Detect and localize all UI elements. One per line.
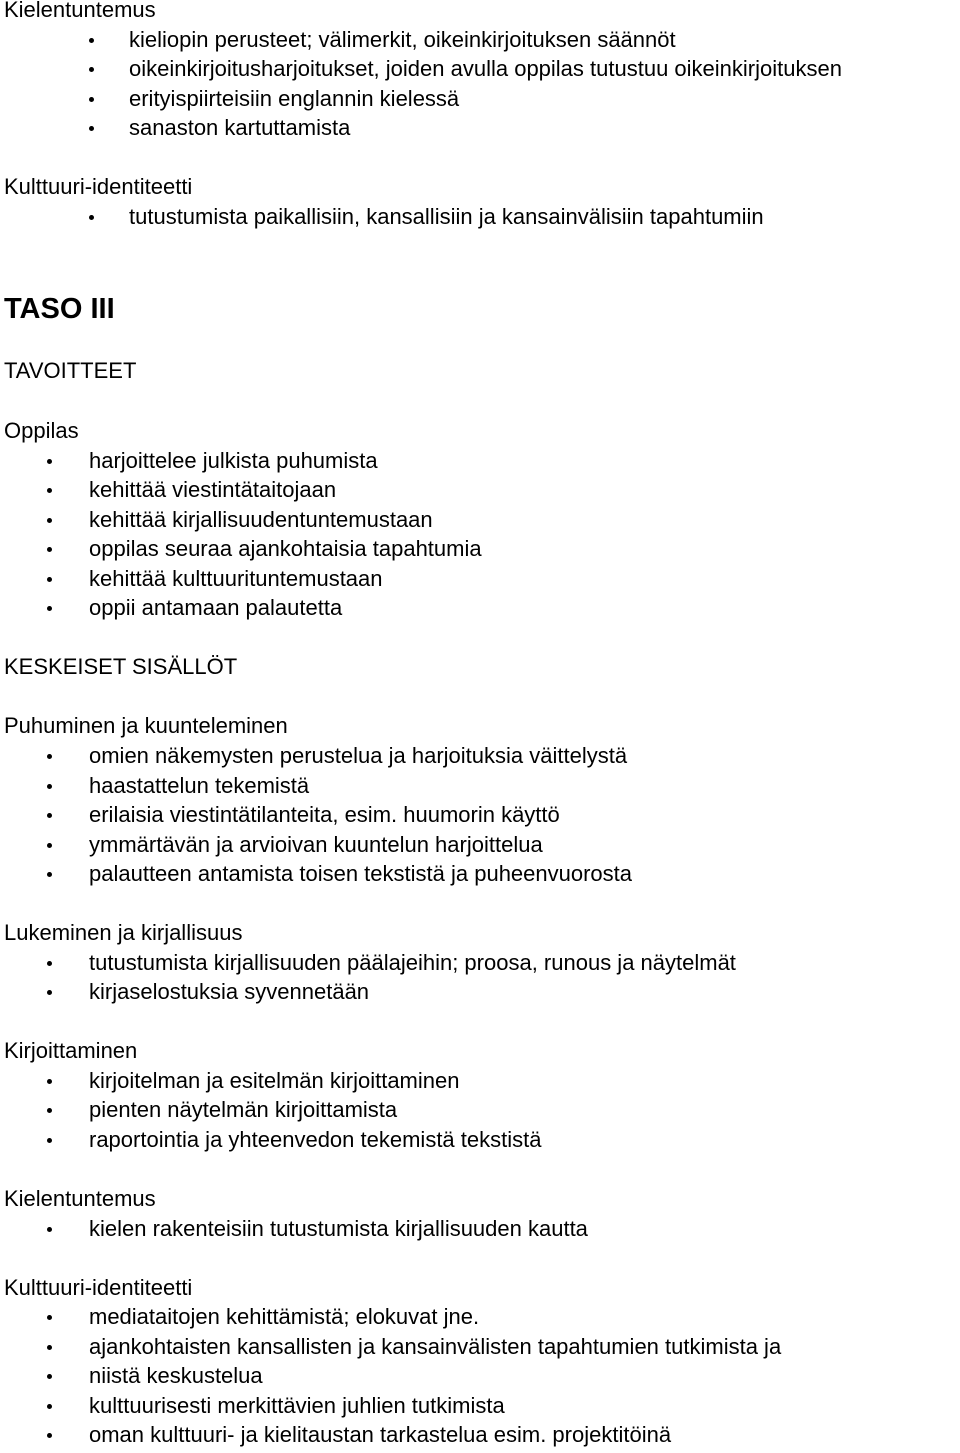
- section-heading: Kulttuuri-identiteetti: [4, 174, 193, 199]
- bullet-icon: [47, 606, 52, 611]
- bullet-icon: [47, 518, 52, 523]
- list-item: kulttuurisesti merkittävien juhlien tutkimista: [89, 1391, 505, 1421]
- list-item: oppii antamaan palautetta: [89, 593, 342, 623]
- list-item: sanaston kartuttamista: [129, 113, 350, 143]
- list-item: ymmärtävän ja arvioivan kuuntelun harjoittelua: [89, 830, 543, 860]
- section-heading: Kielentuntemus: [4, 0, 156, 22]
- list-item: kehittää kirjallisuudentuntemustaan: [89, 505, 433, 535]
- goals-title: TAVOITTEET: [4, 358, 137, 383]
- list-item: kielen rakenteisiin tutustumista kirjallisuuden kautta: [89, 1214, 588, 1244]
- bullet-icon: [47, 784, 52, 789]
- bullet-icon: [47, 1345, 52, 1350]
- list-item: erilaisia viestintätilanteita, esim. huumorin käyttö: [89, 800, 560, 830]
- bullet-icon: [47, 1079, 52, 1084]
- bullet-icon: [47, 459, 52, 464]
- bullet-icon: [47, 488, 52, 493]
- list-item: omien näkemysten perustelua ja harjoituksia väittelystä: [89, 741, 627, 771]
- section-heading: Kielentuntemus: [4, 1186, 156, 1211]
- list-item: mediataitojen kehittämistä; elokuvat jne.: [89, 1302, 479, 1332]
- bullet-icon: [47, 990, 52, 995]
- bullet-icon: [47, 872, 52, 877]
- list-item: kirjaselostuksia syvennetään: [89, 977, 369, 1007]
- bullet-icon: [47, 1374, 52, 1379]
- bullet-icon: [89, 215, 94, 220]
- bullet-icon: [47, 1433, 52, 1438]
- bullet-icon: [89, 126, 94, 131]
- bullet-icon: [47, 1315, 52, 1320]
- list-item: tutustumista kirjallisuuden päälajeihin; proosa, runous ja näytelmät: [89, 948, 736, 978]
- list-item: raportointia ja yhteenvedon tekemistä tekstistä: [89, 1125, 541, 1155]
- list-item: kieliopin perusteet; välimerkit, oikeinkirjoituksen säännöt: [129, 25, 676, 55]
- list-item: kehittää viestintätaitojaan: [89, 475, 336, 505]
- list-item: palautteen antamista toisen tekstistä ja puheenvuorosta: [89, 859, 632, 889]
- section-heading: Lukeminen ja kirjallisuus: [4, 920, 243, 945]
- section-heading: Kirjoittaminen: [4, 1038, 138, 1063]
- list-item: haastattelun tekemistä: [89, 771, 309, 801]
- section-heading: Oppilas: [4, 418, 79, 443]
- bullet-icon: [89, 67, 94, 72]
- list-item: erityispiirteisiin englannin kielessä: [129, 84, 459, 114]
- bullet-icon: [47, 577, 52, 582]
- bullet-icon: [47, 1138, 52, 1143]
- core-content-title: KESKEISET SISÄLLÖT: [4, 654, 238, 679]
- bullet-icon: [47, 843, 52, 848]
- list-item: oman kulttuuri- ja kielitaustan tarkastelua esim. projektitöinä: [89, 1420, 671, 1450]
- bullet-icon: [47, 1227, 52, 1232]
- list-item: oppilas seuraa ajankohtaisia tapahtumia: [89, 534, 482, 564]
- level-title: TASO III: [4, 293, 115, 325]
- list-item: tutustumista paikallisiin, kansallisiin ja kansainvälisiin tapahtumiin: [129, 202, 764, 232]
- bullet-icon: [47, 754, 52, 759]
- list-item: pienten näytelmän kirjoittamista: [89, 1095, 397, 1125]
- bullet-icon: [47, 1404, 52, 1409]
- section-heading: Kulttuuri-identiteetti: [4, 1275, 193, 1300]
- bullet-icon: [47, 961, 52, 966]
- section-heading: Puhuminen ja kuunteleminen: [4, 713, 288, 738]
- list-item: ajankohtaisten kansallisten ja kansainvälisten tapahtumien tutkimista ja: [89, 1332, 781, 1362]
- bullet-icon: [47, 813, 52, 818]
- list-item: oikeinkirjoitusharjoitukset, joiden avulla oppilas tutustuu oikeinkirjoituksen: [129, 54, 842, 84]
- list-item: kehittää kulttuurituntemustaan: [89, 564, 383, 594]
- list-item: kirjoitelman ja esitelmän kirjoittaminen: [89, 1066, 459, 1096]
- bullet-icon: [89, 38, 94, 43]
- bullet-icon: [89, 97, 94, 102]
- bullet-icon: [47, 1108, 52, 1113]
- bullet-icon: [47, 547, 52, 552]
- list-item: niistä keskustelua: [89, 1361, 263, 1391]
- list-item: harjoittelee julkista puhumista: [89, 446, 378, 476]
